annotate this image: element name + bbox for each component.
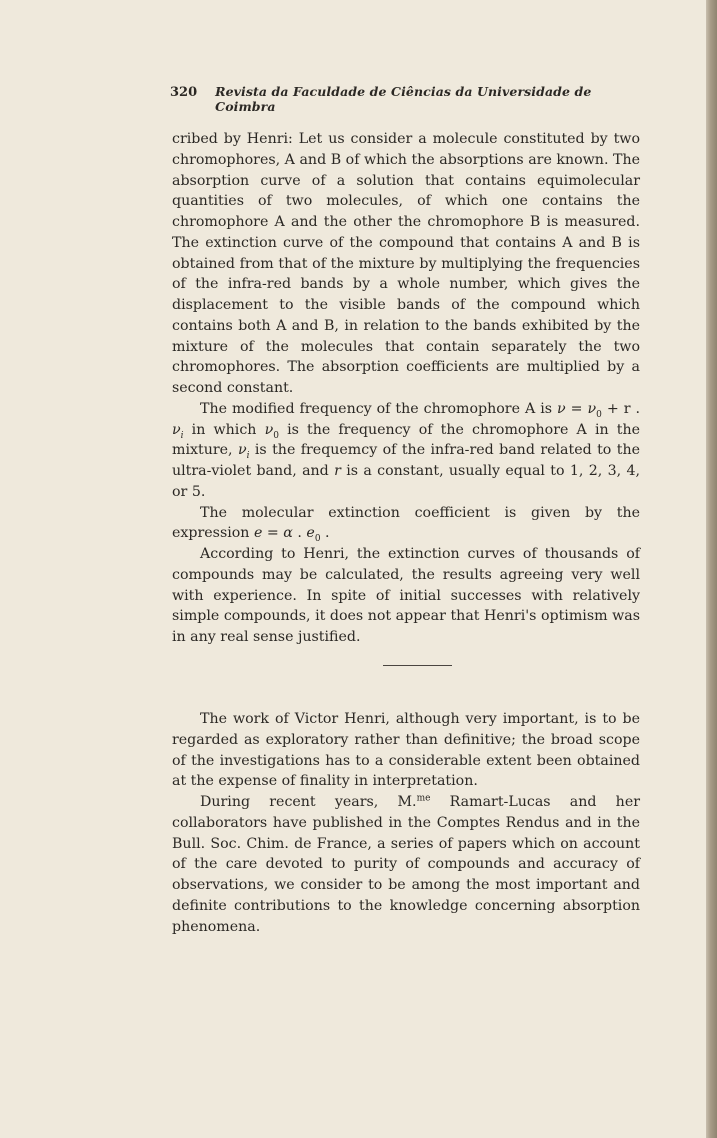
page-edge-shadow [706,0,717,1138]
section-divider [383,665,452,666]
paragraph-extinction-coefficient: The molecular extinction coefficient is given by the expression e = α . $e_0$ . [172,504,640,545]
journal-title: Revista da Faculdade de Ciências da Universidade de Coimbra [215,84,592,114]
running-header [170,84,620,114]
paragraph-modified-frequency: The modified frequency of the chromophore A is $\nu = \nu_0 + r$ . $\nu_i$ in which $\nu_0$ is the frequency of the chromophore A in the mixture, $\nu_i$ is the frequemcy of the infra-red band related to the ultra-violet band, and r is a constant, usually equal to 1, 2, 3, 4, or 5. [172,400,641,500]
main-text-lower [172,709,640,937]
page-number: 320 [170,85,198,100]
paragraph-henri-optimism: According to Henri, the extinction curves of thousands of compounds may be calculated, the results agreeing very well with experience. In spite of initial successes with relatively simple compounds, it does not appear that Henri's optimism was in any real sense justified. [172,546,640,645]
paragraph-victor-henri-work: The work of Victor Henri, although very important, is to be regarded as exploratory rather than definitive; the broad scope of the investigations has to a considerable extent been obtained at the expense of finality in interpretation. [172,711,640,790]
main-text-upper [172,129,640,648]
paragraph-ramart-lucas: During recent years, M.$^{me}$ Ramart-Lucas and her collaborators have published in the Comptes Rendus and in the Bull. Soc. Chim. de France, a series of papers which on account of the care devoted to purity of compounds and accuracy of observations, we consider to be among the most important and definite contributions to the knowledge concerning absorption phenomena. [172,793,640,935]
paragraph-henri-method: cribed by Henri: Let us consider a molecule constituted by two chromophores, A and B of which the absorptions are known. The absorption curve of a solution that contains equimolecular quantities of two molecules, of which one contains the chromophore A and the other the chromophore B is measured. The extinction curve of the compound that contains A and B is obtained from that of the mixture by multiplying the frequencies of the infra-red bands by a whole number, which gives the displacement to the visible bands of the compound which contains both A and B, in relation to the bands exhibited by the mixture of the molecules that contain separately the two chromophores. The absorption coefficients are multiplied by a second constant. [172,131,640,396]
